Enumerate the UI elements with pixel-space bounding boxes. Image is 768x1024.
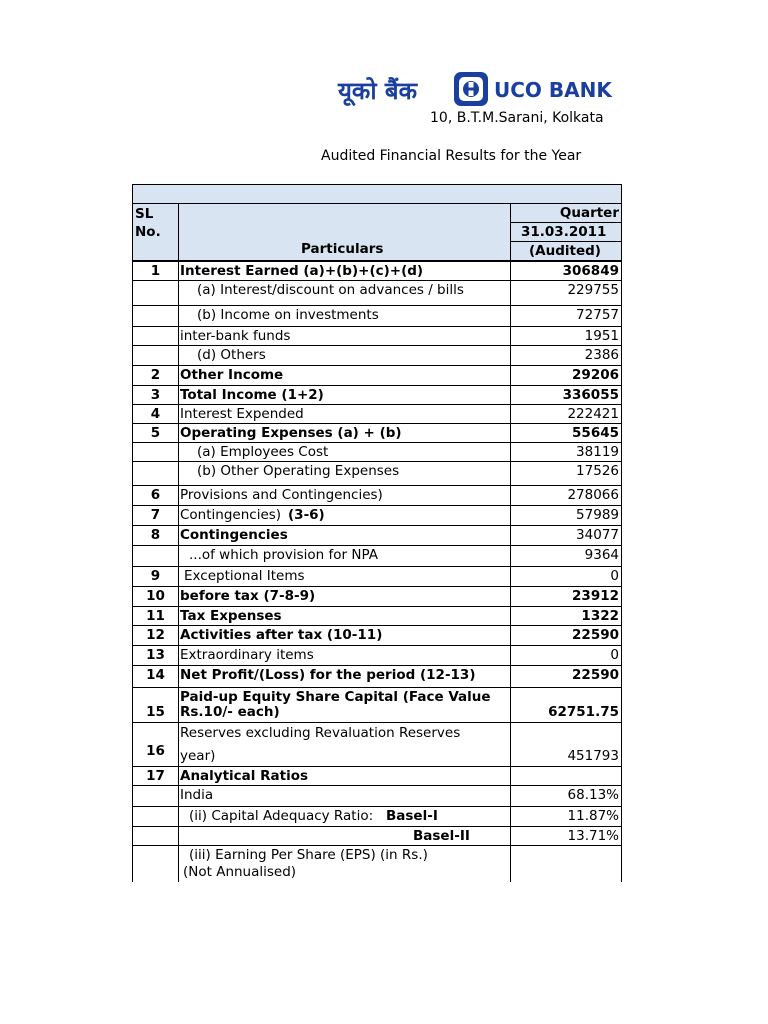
- table-row: [132, 346, 622, 366]
- sl-cell: [132, 567, 178, 586]
- table-row: [132, 688, 622, 723]
- particulars-cell: [178, 846, 510, 882]
- value-cell: [510, 546, 622, 566]
- table-row: [132, 607, 622, 626]
- header-particulars: Particulars: [301, 241, 384, 257]
- particulars-cell: [178, 666, 510, 687]
- value-cell: [510, 366, 622, 385]
- particulars-cell: [178, 626, 510, 645]
- particulars-label: Operating Expenses (a) + (b): [180, 425, 402, 441]
- sl-cell: [132, 327, 178, 345]
- table-row: [132, 306, 622, 327]
- sl-number: 6: [150, 487, 161, 503]
- value-amount: 23912: [572, 588, 619, 604]
- value-cell: [510, 443, 622, 461]
- sl-cell: [132, 626, 178, 645]
- particulars-cell: [178, 526, 510, 545]
- particulars-cell: [178, 587, 510, 606]
- table-row: [132, 281, 622, 306]
- table-row: [132, 366, 622, 386]
- sl-number: 1: [150, 263, 161, 279]
- value-cell: [510, 281, 622, 305]
- particulars-cell: [178, 424, 510, 442]
- table-row: [132, 327, 622, 346]
- particulars-cell: [178, 327, 510, 345]
- value-cell: [510, 666, 622, 687]
- header-date: 31.03.2011: [521, 224, 607, 240]
- table-row: [132, 807, 622, 827]
- particulars-label: (b) Income on investments: [197, 307, 379, 323]
- sl-cell: [132, 827, 178, 845]
- particulars-label: Activities after tax (10-11): [180, 627, 383, 643]
- sl-cell: [132, 546, 178, 566]
- sl-cell: [132, 526, 178, 545]
- table-row: [132, 567, 622, 587]
- particulars-label: (iii) Earning Per Share (EPS) (in Rs.): [189, 847, 428, 863]
- value-cell: [510, 626, 622, 645]
- particulars-cell: [178, 827, 510, 845]
- table-row: [132, 386, 622, 405]
- value-amount: 336055: [562, 387, 619, 403]
- value-cell: [510, 567, 622, 586]
- table-row: [132, 424, 622, 443]
- sl-cell: [132, 486, 178, 505]
- bank-name: UCO BANK: [494, 78, 612, 102]
- particulars-label: Total Income (1+2): [180, 387, 324, 403]
- value-cell: [510, 587, 622, 606]
- table-row: [132, 405, 622, 424]
- value-cell: [510, 405, 622, 423]
- sl-cell: [132, 786, 178, 806]
- value-amount: 29206: [572, 367, 619, 383]
- value-cell: [510, 827, 622, 845]
- particulars-label: (d) Others: [197, 347, 266, 363]
- sl-number: 15: [146, 704, 165, 720]
- sl-cell: [132, 346, 178, 365]
- particulars-label-line2: year): [180, 748, 216, 764]
- particulars-label: Interest Earned (a)+(b)+(c)+(d): [180, 263, 424, 279]
- value-cell: [510, 786, 622, 806]
- value-cell: [510, 767, 622, 785]
- value-amount: 34077: [576, 527, 619, 543]
- table-row: [132, 646, 622, 666]
- particulars-label-bold: Basel-II: [413, 828, 470, 844]
- value-amount: 222421: [567, 406, 619, 422]
- particulars-label: ...of which provision for NPA: [189, 547, 378, 563]
- sl-cell: [132, 688, 178, 722]
- table-body: [132, 261, 622, 882]
- sl-cell: [132, 262, 178, 280]
- sl-cell: [132, 723, 178, 766]
- particulars-label: Interest Expended: [180, 406, 304, 422]
- particulars-label: Extraordinary items: [180, 647, 314, 663]
- value-amount: 55645: [572, 425, 619, 441]
- particulars-cell: [178, 807, 510, 826]
- value-amount: 0: [610, 647, 619, 663]
- value-cell: [510, 486, 622, 505]
- sl-cell: [132, 281, 178, 305]
- table-row: [132, 526, 622, 546]
- particulars-label-line2: Rs.10/- each): [180, 704, 280, 720]
- sl-cell: [132, 587, 178, 606]
- particulars-label: Analytical Ratios: [180, 768, 309, 784]
- value-amount: 229755: [567, 282, 619, 298]
- table-row: [132, 846, 622, 882]
- particulars-cell: [178, 486, 510, 505]
- value-cell: [510, 327, 622, 345]
- header-sl-cell: [132, 203, 179, 261]
- value-amount: 38119: [576, 444, 619, 460]
- sl-cell: [132, 767, 178, 785]
- particulars-label: India: [180, 787, 214, 803]
- particulars-label-bold: Basel-I: [386, 808, 438, 824]
- value-amount: 11.87%: [567, 808, 619, 824]
- particulars-label: (a) Interest/discount on advances / bills: [197, 282, 464, 298]
- value-cell: [510, 424, 622, 442]
- value-cell: [510, 846, 622, 882]
- particulars-cell: [178, 262, 510, 280]
- value-cell: [510, 807, 622, 826]
- sl-cell: [132, 846, 178, 882]
- particulars-label: Exceptional Items: [184, 568, 305, 584]
- particulars-label: (a) Employees Cost: [197, 444, 329, 460]
- value-amount: 9364: [584, 547, 619, 563]
- value-amount: 2386: [584, 347, 619, 363]
- sl-number: 5: [150, 425, 161, 441]
- value-cell: [510, 526, 622, 545]
- particulars-cell: [178, 688, 510, 722]
- sl-cell: [132, 607, 178, 625]
- table-row: [132, 546, 622, 567]
- particulars-label: Net Profit/(Loss) for the period (12-13): [180, 667, 476, 683]
- particulars-label: Tax Expenses: [180, 608, 282, 624]
- table-row: [132, 262, 622, 281]
- particulars-cell: [178, 281, 510, 305]
- particulars-label: Reserves excluding Revaluation Reserves: [180, 725, 461, 741]
- table-header-band: [132, 184, 622, 204]
- value-amount: 22590: [572, 627, 619, 643]
- particulars-cell: [178, 462, 510, 485]
- value-amount: 306849: [562, 263, 619, 279]
- table-row: [132, 786, 622, 807]
- value-amount: 1951: [584, 328, 619, 344]
- value-cell: [510, 607, 622, 625]
- sl-number: 3: [150, 387, 161, 403]
- value-amount: 57989: [576, 507, 619, 523]
- sl-number: 16: [146, 743, 165, 759]
- header-date-cell: [510, 222, 622, 242]
- value-cell: [510, 306, 622, 326]
- particulars-cell: [178, 386, 510, 404]
- table-row: [132, 587, 622, 607]
- value-amount: 13.71%: [567, 828, 619, 844]
- value-amount: 1322: [581, 608, 619, 624]
- value-cell: [510, 462, 622, 485]
- sl-number: 17: [146, 768, 165, 784]
- value-amount: 72757: [576, 307, 619, 323]
- value-cell: [510, 723, 622, 766]
- header-status-cell: [510, 241, 622, 261]
- header-quarter: Quarter: [559, 205, 619, 221]
- particulars-cell: [178, 443, 510, 461]
- particulars-label: Provisions and Contingencies): [180, 487, 383, 503]
- value-cell: [510, 646, 622, 665]
- particulars-label: Paid-up Equity Share Capital (Face Value: [180, 689, 491, 705]
- value-amount: 22590: [572, 667, 619, 683]
- header-quarter-cell: [510, 203, 622, 223]
- value-cell: [510, 262, 622, 280]
- table-row: [132, 443, 622, 462]
- value-amount: 0: [610, 568, 619, 584]
- header-no: No.: [135, 224, 161, 240]
- sl-cell: [132, 405, 178, 423]
- value-cell: [510, 688, 622, 722]
- particulars-cell: [178, 405, 510, 423]
- header-sl: SL: [135, 206, 154, 222]
- particulars-label: (ii) Capital Adequacy Ratio:: [189, 808, 374, 824]
- bank-name-hindi: यूको बैंक: [338, 77, 418, 105]
- particulars-cell: [178, 306, 510, 326]
- particulars-cell: [178, 346, 510, 365]
- sl-cell: [132, 424, 178, 442]
- table-row: [132, 486, 622, 506]
- table-row: [132, 827, 622, 846]
- particulars-cell: [178, 567, 510, 586]
- particulars-cell: [178, 723, 510, 766]
- value-cell: [510, 346, 622, 365]
- bank-address: 10, B.T.M.Sarani, Kolkata: [430, 110, 604, 126]
- sl-number: 12: [146, 627, 165, 643]
- particulars-label: Contingencies: [180, 527, 288, 543]
- sl-number: 7: [150, 507, 161, 523]
- particulars-cell: [178, 506, 510, 525]
- particulars-label-bold: (3-6): [288, 507, 325, 523]
- value-amount: 278066: [567, 487, 619, 503]
- particulars-cell: [178, 786, 510, 806]
- value-cell: [510, 506, 622, 525]
- sl-cell: [132, 666, 178, 687]
- value-amount: 68.13%: [567, 787, 619, 803]
- sl-cell: [132, 306, 178, 326]
- sl-number: 13: [146, 647, 165, 663]
- particulars-label-line2: (Not Annualised): [183, 864, 297, 880]
- sl-cell: [132, 386, 178, 404]
- header-logo: [338, 72, 768, 112]
- sl-cell: [132, 443, 178, 461]
- particulars-cell: [178, 546, 510, 566]
- header-particulars-cell: [178, 203, 511, 261]
- value-amount: 17526: [576, 463, 619, 479]
- particulars-cell: [178, 767, 510, 785]
- particulars-label: (b) Other Operating Expenses: [197, 463, 400, 479]
- uco-logo-icon: [454, 72, 488, 106]
- sl-number: 9: [150, 568, 161, 584]
- financial-results-table: [132, 184, 622, 882]
- value-cell: [510, 386, 622, 404]
- table-row: [132, 723, 622, 767]
- value-amount: 451793: [567, 748, 619, 764]
- particulars-cell: [178, 646, 510, 665]
- sl-number: 2: [150, 367, 161, 383]
- particulars-cell: [178, 366, 510, 385]
- sl-cell: [132, 462, 178, 485]
- sl-number: 4: [150, 406, 161, 422]
- value-amount: 62751.75: [548, 704, 619, 720]
- sl-cell: [132, 646, 178, 665]
- table-row: [132, 626, 622, 646]
- table-row: [132, 767, 622, 786]
- table-row: [132, 666, 622, 688]
- particulars-label: inter-bank funds: [180, 328, 291, 344]
- particulars-cell: [178, 607, 510, 625]
- sl-number: 8: [150, 527, 161, 543]
- sl-cell: [132, 807, 178, 826]
- sl-cell: [132, 366, 178, 385]
- header-status: (Audited): [529, 243, 601, 259]
- particulars-label: Other Income: [180, 367, 284, 383]
- table-row: [132, 462, 622, 486]
- sl-cell: [132, 506, 178, 525]
- sl-number: 10: [146, 588, 165, 604]
- table-row: [132, 506, 622, 526]
- report-title: Audited Financial Results for the Year: [321, 148, 582, 164]
- sl-number: 11: [146, 608, 165, 624]
- sl-number: 14: [146, 667, 165, 683]
- particulars-label: Contingencies): [180, 507, 282, 523]
- particulars-label: before tax (7-8-9): [180, 588, 316, 604]
